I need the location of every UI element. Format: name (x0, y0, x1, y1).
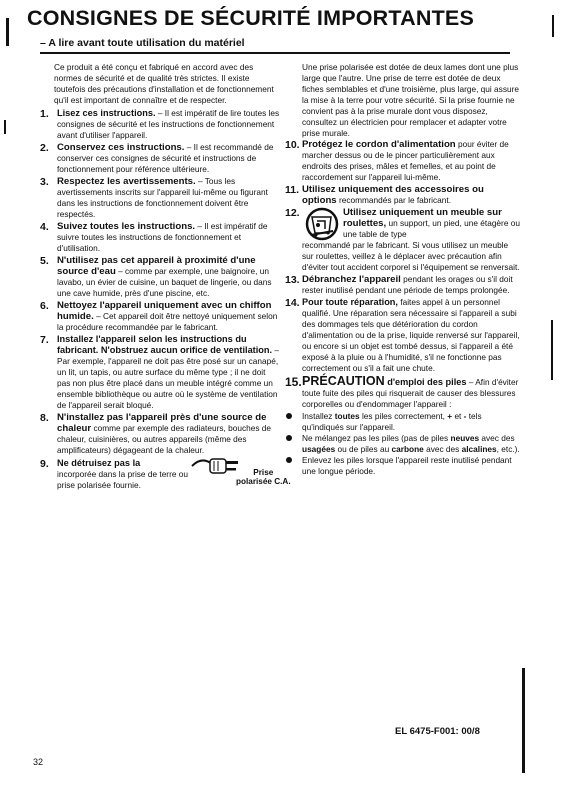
bullet-text: avec des (423, 444, 462, 454)
item-heading: Nettoyez l'appareil uniquement avec un chiffon humide. (57, 300, 272, 322)
bullet-text: et (452, 411, 464, 421)
instruction-4 (40, 221, 281, 254)
item-heading: Ne détruisez pas la (57, 458, 141, 468)
item-body-cont: recommandé par le fabricant. Si vous utilisez un meuble sur roulettes, veillez à le déplacer avec précaution afin d'éviter tout accident corporel si l'équipement se renversait. (302, 240, 520, 272)
item-number: 12. (285, 207, 300, 219)
item-number: 7. (40, 334, 49, 346)
item-number: 1. (40, 108, 49, 120)
right-edge-mark (552, 15, 554, 37)
item-heading: Respectez les avertissements. (57, 176, 196, 187)
right-column (285, 62, 521, 477)
right-edge-mark-2 (551, 320, 553, 380)
item-body: – Par exemple, l'appareil ne doit pas être posé sur un canapé, un lit, un tapis, ou autre surface du même type ; il ne doit pas non plus être placé dans un meuble intégré comme un ensemble bibliothèque ou autre où le système de ventilation de l'appareil serait bloqué. (57, 345, 279, 410)
item-heading-caution: PRÉCAUTION (302, 374, 385, 388)
item-body: recommandés par le fabricant. (336, 195, 452, 205)
instruction-12 (285, 207, 521, 273)
instruction-15 (285, 376, 521, 410)
instruction-11 (285, 184, 521, 206)
document-code: EL 6475-F001: 00/8 (395, 726, 480, 737)
item-body: – comme par exemple, une baignoire, un lavabo, un évier de cuisine, un baquet de lingerie, ou dans une cave humide, près d'une piscine, etc. (57, 266, 272, 298)
item-heading: Lisez ces instructions. (57, 108, 156, 118)
bullet-text: ou de piles au (335, 444, 392, 454)
item-number: 13. (285, 274, 300, 286)
item-body: pour éviter de marcher dessus ou de le pincer particulièrement aux endroits des prises, mâles et femelles, et au point de raccordement sur l'appareil lui-même. (302, 139, 509, 182)
item-body: – Tous les avertissements inscrits sur l'appareil lui-même ou figurant dans les instructions de fonctionnement doivent être respectés. (57, 176, 268, 219)
item-heading: Pour toute réparation, (302, 297, 398, 307)
bullet-text: avec des (479, 433, 515, 443)
item-number: 14. (285, 297, 300, 309)
item-body: comme par exemple des radiateurs, bouches de chaleur, cuisinières, ou autres appareils (même des amplificateurs) dégageant de la chaleur. (57, 423, 272, 455)
item-heading: Débranchez l'appareil (302, 274, 401, 285)
item-body: – Il est impératif de suivre toutes les instructions de fonctionnement et d'utilisation. (57, 221, 268, 253)
header-rule (40, 52, 510, 54)
left-edge-mark-2 (4, 120, 6, 134)
instruction-1 (40, 108, 281, 141)
item-heading: Conservez ces instructions. (57, 142, 185, 153)
battery-bullet-2 (285, 433, 521, 455)
item-heading: Suivez toutes les instructions. (57, 221, 196, 232)
right-edge-mark-3 (522, 668, 525, 773)
instruction-3 (40, 176, 281, 220)
bullet-text: Enlevez les piles lorsque l'appareil reste inutilisé pendant une longue période. (302, 455, 512, 476)
item-body: – Il est recommandé de conserver ces consignes de sécurité et instructions de fonctionnement pour référence ultérieure. (57, 142, 274, 174)
item-number: 9. (40, 458, 49, 470)
page-title: CONSIGNES DE SÉCURITÉ IMPORTANTES (27, 6, 474, 30)
item-body: – Il est impératif de lire toutes les consignes de sécurité et les instructions de fonctionnement avant d'utiliser l'appareil. (57, 108, 280, 140)
instruction-13 (285, 274, 521, 296)
bullet-text: tels qu'indiqués sur l'appareil. (302, 411, 482, 432)
instruction-7 (40, 334, 281, 411)
polarized-plug-icon (190, 452, 240, 480)
plug-label-line-2: polarisée C.A. (236, 477, 291, 486)
instruction-2 (40, 142, 281, 175)
item-number: 4. (40, 221, 49, 233)
item-number: 11. (285, 184, 300, 196)
bullet-text: Installez (302, 411, 335, 421)
item-number: 15. (285, 375, 302, 389)
plug-label-line-1: Prise (253, 468, 274, 477)
left-edge-mark (6, 18, 9, 46)
item-body: incorporée dans la prise de terre ou prise polarisée fournie. (57, 469, 188, 490)
instruction-8 (40, 412, 281, 456)
plug-label (236, 468, 291, 486)
item-heading: N'installez pas l'appareil près d'une source de chaleur (57, 412, 267, 434)
item-heading: Utilisez uniquement un meuble sur roulettes, (343, 207, 502, 229)
bullet-text: Ne mélangez pas les piles (pas de piles (302, 433, 451, 443)
item-number: 6. (40, 300, 49, 312)
item-heading: Protégez le cordon d'alimentation (302, 139, 456, 150)
bullet-bold: usagées (302, 444, 336, 454)
battery-bullet-3 (285, 455, 521, 477)
item-number: 8. (40, 412, 49, 424)
bullet-dot (286, 457, 292, 463)
instruction-14 (285, 297, 521, 374)
item-heading-rest: d'emploi des piles (384, 377, 467, 387)
item-heading: N'utilisez pas cet appareil à proximité d'une source d'eau (57, 255, 256, 277)
bullet-bold: neuves (450, 433, 480, 443)
polarized-plug-paragraph: Une prise polarisée est dotée de deux lames dont une plus large que l'autre. Une prise de terre est dotée de deux fiches semblables et d'une troisième, plus large, qui assure la mise à la terre pour votre sécurité. Si la prise fournie ne convient pas à la prise murale dont vous disposez, consultez un électricien pour remplacer et adapter votre prise murale. (302, 62, 519, 138)
item-heading: Utilisez uniquement des accessoires ou options (302, 184, 484, 206)
item-number: 2. (40, 142, 49, 154)
bullet-bold: alcalines (461, 444, 497, 454)
item-heading: Installez l'appareil selon les instructions du fabricant. N'obstruez aucun orifice de ventilation. (57, 334, 273, 355)
bullet-bold: + (447, 411, 453, 421)
item-body: – Cet appareil doit être nettoyé uniquement selon la procédure recommandée par le fabricant. (57, 311, 278, 332)
item-body: – Afin d'éviter toute fuite des piles qui risquerait de causer des blessures corporelles ou d'endommager l'appareil : (302, 377, 519, 409)
bullet-bold: toutes (334, 411, 360, 421)
item-body: pendant les orages ou s'il doit rester inutilisé pendant une période de temps prolongée. (302, 274, 513, 295)
item-body: un support, un pied, une étagère ou une table de type (343, 218, 520, 239)
bullet-text: les piles correctement, (359, 411, 448, 421)
bullet-bold: carbone (391, 444, 424, 454)
bullet-dot (286, 435, 292, 441)
battery-bullet-1 (285, 411, 521, 433)
item-body: faites appel à un personnel qualifié. Une réparation sera nécessaire si l'appareil a subi des dommages tels que détérioration du cordon d'alimentation ou de la prise, liquide renversé sur l'appareil, ou encore si un objet est tombé dessus, si l'appareil a été exposé à la pluie ou à l'humidité, s'il ne fonctionne pas correctement ou s'il a fait une chute. (302, 297, 520, 373)
instruction-5 (40, 255, 281, 299)
instruction-6 (40, 300, 281, 333)
item-number: 5. (40, 255, 49, 267)
page-subtitle: – A lire avant toute utilisation du matériel (40, 37, 245, 49)
item-number: 10. (285, 139, 300, 151)
bullet-text: , etc.). (496, 444, 520, 454)
left-column (40, 62, 291, 492)
item-number: 3. (40, 176, 49, 188)
instruction-10 (285, 139, 521, 183)
bullet-dot (286, 413, 292, 419)
intro-paragraph: Ce produit a été conçu et fabriqué en accord avec des normes de sécurité et de qualité très strictes. Il existe toutefois des précautions d'installation et de fonctionnement qu'il est important de connaître et de respecter. (54, 62, 274, 105)
page-number: 32 (33, 757, 44, 767)
cart-tip-over-warning-icon (305, 207, 339, 241)
bullet-bold: - (463, 411, 467, 421)
instruction-9 (40, 458, 291, 491)
